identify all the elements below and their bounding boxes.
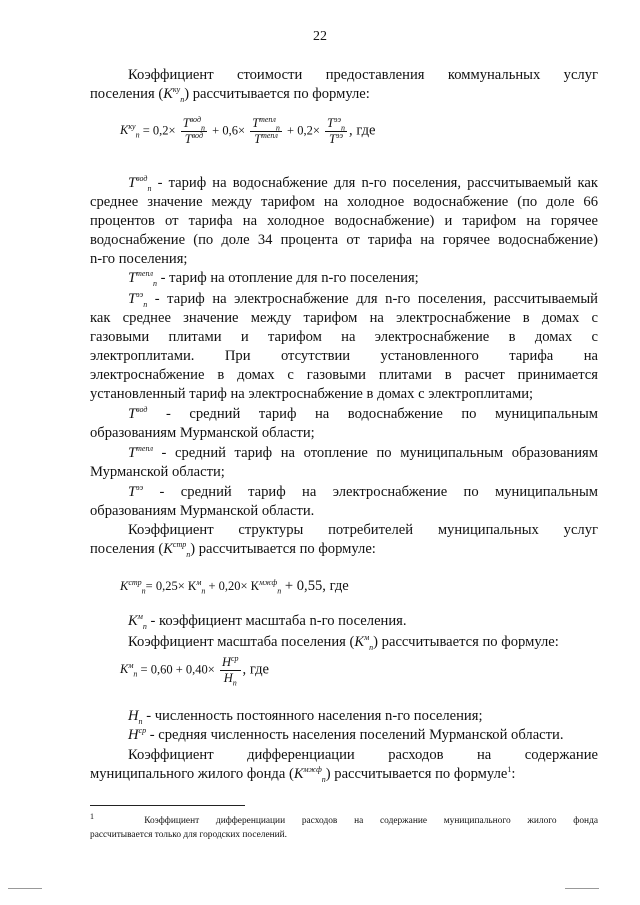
paragraph-line: поселения $(К^{стр}_п)$ рассчитывается по формуле: (90, 540, 376, 559)
definition-line: установленный тариф на электроснабжение в домах с электроплитами; (90, 386, 534, 402)
definition-line: $Н_п$ - численность постоянного населения n-го поселения; (128, 708, 483, 726)
definition-line: процентов от тарифа на холодное водоснабжение) и тарифом на горячее (90, 213, 598, 229)
definition-line: $Т^{вод}$ - средний тариф на водоснабжение по муниципальным (128, 405, 598, 422)
definition-line: Мурманской области; (90, 464, 225, 480)
footnote-separator (90, 805, 245, 806)
paragraph-line: Коэффициент масштаба поселения $(К^м_п)$ рассчитывается по формуле: (128, 633, 559, 652)
definition-line: $Т^{тепл}$ - средний тариф на отопление по муниципальным образованиям (128, 444, 598, 461)
definition-line: электроснабжение в домах с газовыми плитами в расчет принимается (90, 367, 598, 383)
formula-km: $К^м_п = 0,60 + 0,40\times$ $\frac{Н^{ср}}{Н_п}$ , где (120, 653, 270, 688)
paragraph-line: муниципального жилого фонда $(К^{мжф}_п)$ рассчитывается по формуле$^1$: (90, 765, 516, 784)
definition-line: водоснабжение (по доле 34 процента от тарифа на горячее водоснабжение) (90, 232, 598, 248)
definition-line: $Т^{ээ}$ - средний тариф на электроснабжение по муниципальным (128, 483, 598, 500)
footnote-reference[interactable]: 1 (507, 765, 512, 775)
paragraph-line: Коэффициент дифференциации расходов на содержание (128, 747, 598, 763)
paragraph-line: Коэффициент структуры потребителей муниципальных услуг (128, 522, 598, 538)
definition-line: среднее значение между тарифом на холодное водоснабжение (по доле 66 (90, 194, 598, 210)
paragraph-line: Коэффициент стоимости предоставления коммунальных услуг (128, 67, 598, 83)
paragraph-line: поселения $(К^{ку}_п)$ рассчитывается по формуле: (90, 85, 370, 104)
definition-line: газовыми плитами и тарифом на электроснабжение в домах с (90, 329, 598, 345)
formula-kstr: $К^{стр}_п= 0,25\times К^м_п + 0,20\times К^{мжф}_п + 0,55$, где (120, 577, 349, 596)
definition-line: $Т^{вод}_п$ - тариф на водоснабжение для n-го поселения, рассчитываемый как (128, 174, 598, 193)
definition-line: $Н^{ср}$ - средняя численность населения поселений Мурманской области. (128, 726, 564, 743)
definition-line: образованиям Мурманской области. (90, 503, 315, 519)
definition-line: $Т^{ээ}_п$ - тариф на электроснабжение для n-го поселения, рассчитываемый (128, 290, 598, 309)
definition-line: $Т^{тепл}_п$ - тариф на отопление для n-го поселения; (128, 269, 419, 288)
formula-ku: $К^{ку}_п = 0,2\times$ $\frac{Т^{вод}_п}{Т^{вод}}$ + 0,6× $\frac{Т^{тепл}_п}{Т^{тепл}}$ + 0,2× $\frac{Т^{ээ}_п}{Т^{ээ}}$ , где (120, 114, 376, 146)
page-number: 22 (313, 29, 327, 44)
footnote-line: $^1$ Коэффициент дифференциации расходов на содержание муниципального жилого фонда (90, 811, 599, 826)
definition-line: электроплитами. При отсутствии установленного тарифа на (90, 348, 598, 364)
scan-edge-mark (8, 888, 42, 889)
definition-line: $К^м_п$ - коэффициент масштаба n-го поселения. (128, 612, 407, 631)
scan-edge-mark (565, 888, 599, 889)
definition-line: n-го поселения; (90, 251, 188, 267)
footnote-line: рассчитывается только для городских поселений. (90, 830, 288, 840)
definition-line: образованиям Мурманской области; (90, 425, 315, 441)
definition-line: как среднее значение между тарифом на электроснабжение в домах с (90, 310, 598, 326)
